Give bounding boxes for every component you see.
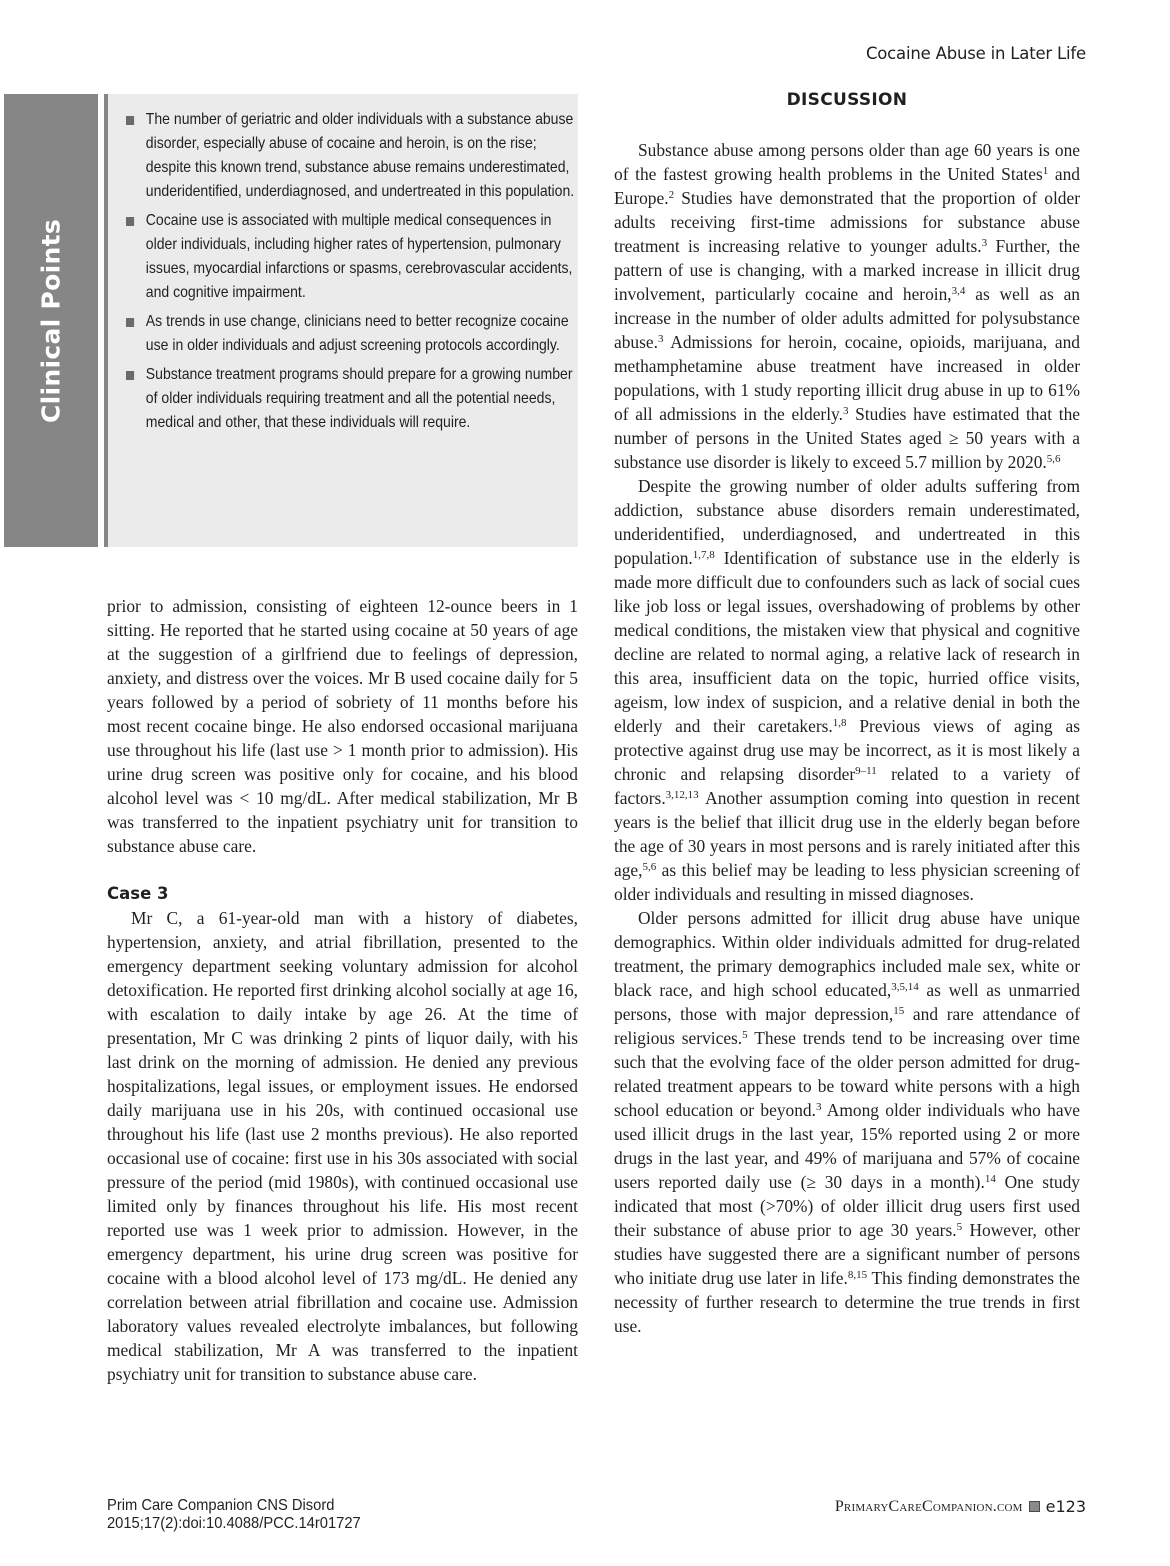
text-run: related to a variety of factors.	[614, 764, 1081, 808]
footer-doi: 2015;17(2):doi:10.4088/PCC.14r01727	[107, 1515, 361, 1532]
clinical-points-label: Clinical Points	[36, 218, 66, 423]
citation-superscript: 1,7,8	[692, 549, 715, 561]
square-bullet-icon	[126, 116, 134, 125]
clinical-point-text: As trends in use change, clinicians need to better recognize cocaine use in older individuals and adjust screening protocols accordingly.	[145, 313, 569, 354]
square-separator-icon	[1029, 1501, 1040, 1512]
case3-paragraph: Mr C, a 61-year-old man with a history of diabetes, hypertension, anxiety, and atrial fibrillation, presented to the emergency department seeking voluntary admission for alcohol detoxification. He reported first drinking alcohol socially at age 16, with escalation to daily intake by age 26. At the time of presentation, Mr C was drinking 2 pints of liquor daily, with his last drink on the morning of admission. He denied any previous hospitalizations, legal issues, or employment issues. He endorsed daily marijuana use in his 20s, with continued occasional use throughout his life (last use 2 months previous). He also reported occasional use of cocaine: first use in his 30s associated with social pressure of the period (mid 1980s), with continued occasional use limited only by finances throughout his life. His most recent reported use was 1 week prior to admission. However, in the emergency department, his urine drug screen was positive for cocaine with a blood alcohol level of 173 mg/dL. He denied any correlation between atrial fibrillation and cocaine use. Admission laboratory values revealed electrolyte imbalances, but following medical stabilization, Mr A was transferred to the inpatient psychiatry unit for transition to substance abuse care.	[107, 908, 578, 1384]
discussion-paragraph-2	[614, 474, 1080, 906]
clinical-points-box	[108, 94, 578, 547]
citation-superscript: 8,15	[847, 1269, 868, 1281]
footer-site	[835, 1497, 1086, 1516]
square-bullet-icon	[126, 371, 134, 380]
footer-journal-name: Prim Care Companion CNS Disord	[107, 1497, 335, 1514]
citation-superscript: 5	[742, 1029, 748, 1041]
text-run: These trends tend to be increasing over time such that the evolving face of the older person admitted for drug-related treatment appears to be toward white persons with a high school education or beyond.	[614, 1028, 1080, 1120]
clinical-point-text: The number of geriatric and older individuals with a substance abuse disorder, especially abuse of cocaine and heroin, is on the rise; despite this known trend, substance abuse remains underestimated, underidentified, underdiagnosed, and undertreated in this population.	[145, 111, 575, 200]
citation-superscript: 5,6	[642, 861, 657, 873]
text-run: and rare attendance of religious services.	[614, 1004, 1080, 1048]
clinical-point-item	[126, 310, 576, 358]
citation-superscript: 3	[842, 405, 849, 417]
page-number: e123	[1045, 1497, 1086, 1516]
citation-superscript: 3,4	[951, 285, 966, 297]
text-run: Further, the pattern of use is changing, with a marked increase in illicit drug involvement, particularly cocaine and heroin,	[614, 236, 1080, 304]
discussion-heading: DISCUSSION	[786, 90, 908, 110]
clinical-point-text: Substance treatment programs should prepare for a growing number of older individuals requiring treatment and all the potential needs, medical and other, that these individuals will require.	[145, 366, 573, 431]
text-run: Identification of substance use in the elderly is made more difficult due to confounders such as lack of social cues like job loss or legal issues, overshadowing of problems by other medical conditions, the mistaken view that physical and cognitive decline are related to normal aging, a relative lack of research in this area, insufficient data on the topic, hurried office visits, ageism, low index of suspicion, and a relative denial in both the elderly and their caretakers.	[614, 548, 1080, 736]
citation-superscript: 3,12,13	[665, 789, 699, 801]
text-run: Previous views of aging as protective against drug use may be incorrect, as it is most likely a chronic and relapsing disorder	[614, 716, 1080, 784]
text-run: as well as unmarried persons, those with major depression,	[614, 980, 1080, 1024]
citation-superscript: 3	[981, 237, 988, 249]
left-column	[107, 594, 578, 1386]
text-run: Studies have estimated that the number of persons in the United States aged ≥ 50 years with a substance use disorder is likely to exceed 5.7 million by 2020.	[614, 404, 1080, 472]
citation-superscript: 3	[815, 1101, 822, 1113]
citation-superscript: 9–11	[855, 765, 877, 777]
text-run: as this belief may be leading to less physician screening of older individuals and resulting in missed diagnoses.	[614, 860, 1080, 904]
citation-superscript: 15	[893, 1005, 905, 1017]
citation-superscript: 3	[657, 333, 664, 345]
text-run: One study indicated that most (>70%) of older illicit drug users first used their substance of abuse prior to age 30 years.	[614, 1172, 1080, 1240]
citation-superscript: 1,8	[832, 717, 847, 729]
discussion-paragraph-1	[614, 138, 1080, 474]
text-run: Admissions for heroin, cocaine, opioids, marijuana, and methamphetamine abuse treatment have increased in older populations, with 1 study reporting illicit drug abuse in up to 61% of all admissions in the elderly.	[614, 332, 1080, 424]
text-run: Studies have demonstrated that the proportion of older adults receiving first-time admissions for substance abuse treatment is increasing relative to younger adults.	[614, 188, 1080, 256]
square-bullet-icon	[126, 318, 134, 327]
text-run: Despite the growing number of older adults suffering from addiction, substance abuse disorders remain underestimated, underidentified, underdiagnosed, and undertreated in this population.	[614, 476, 1080, 568]
text-run: This finding demonstrates the necessity of further research to determine the true trends in first use.	[614, 1268, 1080, 1336]
text-run: Older persons admitted for illicit drug abuse have unique demographics. Within older individuals admitted for drug-related treatment, the primary demographics included male sex, white or black race, and high school educated,	[614, 908, 1080, 1000]
clinical-points-tab	[4, 94, 98, 547]
clinical-point-item	[126, 363, 576, 435]
clinical-point-item	[126, 108, 576, 204]
clinical-point-text: Cocaine use is associated with multiple medical consequences in older individuals, including higher rates of hypertension, pulmonary issues, myocardial infarctions or spasms, cerebrovascular accidents, and cognitive impairment.	[145, 212, 573, 301]
citation-superscript: 14	[984, 1173, 996, 1185]
case2-continuation-paragraph: prior to admission, consisting of eighteen 12-ounce beers in 1 sitting. He reported that he started using cocaine at 50 years of age at the suggestion of a girlfriend due to feelings of depression, anxiety, and distress over the voices. Mr B used cocaine daily for 5 years followed by a period of sobriety of 11 months before his most recent cocaine binge. He also endorsed occasional marijuana use throughout his life (last use > 1 month prior to admission). His urine drug screen was positive only for cocaine, and his blood alcohol level was < 10 mg/dL. After medical stabilization, Mr B was transferred to the inpatient psychiatry unit for transition to substance abuse care.	[107, 596, 578, 856]
clinical-points-list	[126, 94, 575, 440]
citation-superscript: 5	[956, 1221, 963, 1233]
footer-website-link[interactable]: PrimaryCareCompanion.com	[834, 1497, 1023, 1515]
text-run: and Europe.	[614, 164, 1080, 208]
citation-superscript: 1	[1042, 165, 1049, 177]
case3-heading: Case 3	[107, 884, 169, 903]
text-run: Another assumption coming into question in recent years is the belief that illicit drug use in the elderly began before the age of 30 years in most persons and is rarely initiated after this age,	[614, 788, 1080, 880]
text-run: Among older individuals who have used illicit drugs in the last year, 15% reported using 2 or more drugs in the last year, and 49% of marijuana and 57% of cocaine users reported daily use (≥ 30 days in a month).	[614, 1100, 1080, 1192]
text-run: Substance abuse among persons older than age 60 years is one of the fastest growing health problems in the United States	[614, 140, 1080, 184]
text-run: as well as an increase in the number of older adults admitted for polysubstance abuse.	[614, 284, 1080, 352]
citation-superscript: 2	[668, 189, 675, 201]
square-bullet-icon	[126, 217, 134, 226]
discussion-paragraph-3	[614, 906, 1080, 1338]
clinical-point-item	[126, 209, 576, 305]
citation-superscript: 5,6	[1046, 453, 1061, 465]
citation-superscript: 3,5,14	[891, 981, 919, 993]
footer-citation	[107, 1497, 361, 1533]
text-run: However, other studies have suggested there are a significant number of persons who initiate drug use later in life.	[614, 1220, 1080, 1288]
running-head-title: Cocaine Abuse in Later Life	[865, 44, 1086, 63]
right-column	[614, 138, 1080, 1338]
